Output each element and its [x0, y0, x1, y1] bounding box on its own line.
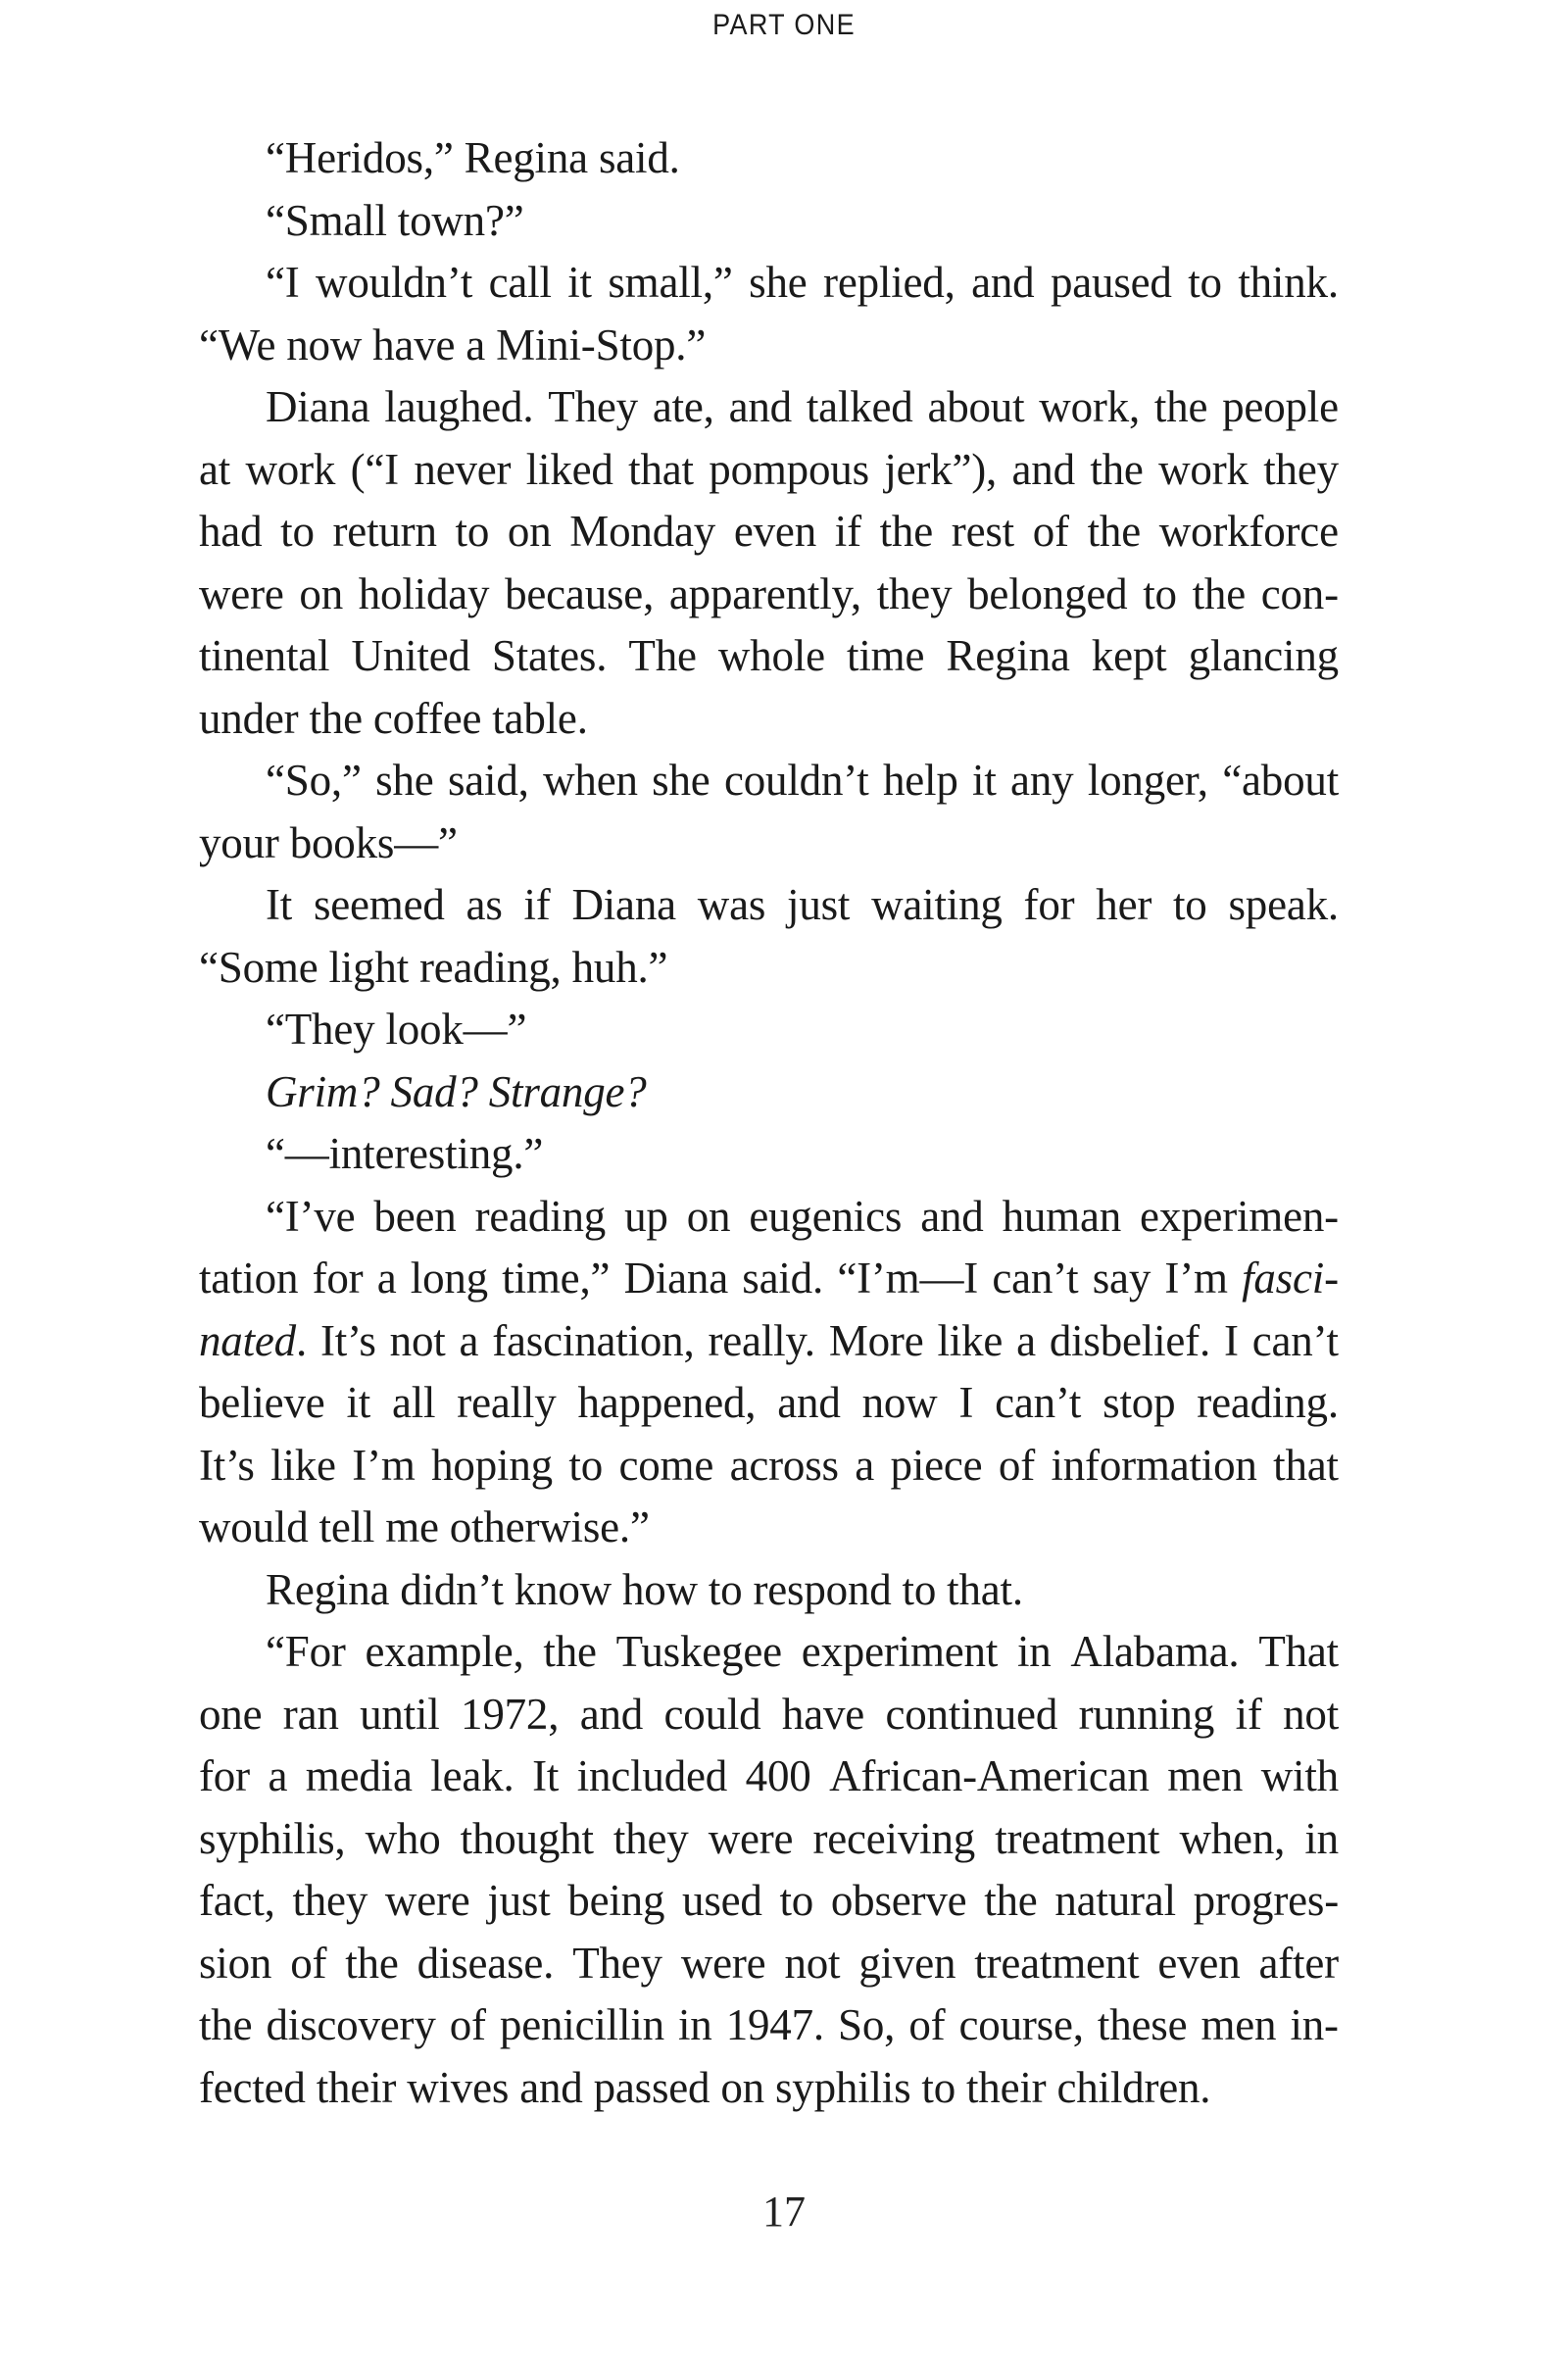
text-line: had to return to on Monday even if the rest of the workforce [199, 507, 1339, 556]
text-line: “I’ve been reading up on eugenics and human experimen- [266, 1191, 1339, 1241]
running-head [0, 8, 1568, 43]
text-line: for a media leak. It included 400 African-American men with [199, 1751, 1339, 1800]
text-line: were on holiday because, apparently, they belonged to the con- [199, 568, 1339, 618]
part-title: PART ONE [712, 9, 856, 41]
text-line: Diana laughed. They ate, and talked about work, the people [266, 382, 1339, 431]
text-line: It seemed as if Diana was just waiting for her to speak. [266, 880, 1339, 929]
text-line: the discovery of penicillin in 1947. So, of course, these men in- [199, 2000, 1339, 2049]
page-number: 17 [762, 2188, 806, 2236]
text-line: sion of the disease. They were not given treatment even after [199, 1938, 1339, 1988]
text-line: “Heridos,” Regina said. [266, 133, 680, 182]
text-line: fected their wives and passed on syphilis to their children. [199, 2062, 1211, 2112]
text-line: Grim? Sad? Strange? [266, 1066, 647, 1116]
text-line: your books—” [199, 817, 458, 867]
text-line: It’s like I’m hoping to come across a piece of information that [199, 1440, 1339, 1490]
text-line: “They look—” [266, 1005, 527, 1054]
text-line: tation for a long time,” Diana said. “I’m—I can’t say I’m fasci- [199, 1254, 1339, 1303]
text-line: under the coffee table. [199, 693, 588, 743]
text-line: “I wouldn’t call it small,” she replied, and paused to think. [266, 258, 1339, 307]
text-line: “Some light reading, huh.” [199, 942, 668, 992]
text-line: would tell me otherwise.” [199, 1502, 650, 1551]
text-line: believe it all really happened, and now I can’t stop reading. [199, 1378, 1339, 1427]
text-line: fact, they were just being used to observe the natural progres- [199, 1876, 1339, 1925]
text-line: tinental United States. The whole time Regina kept glancing [199, 631, 1339, 680]
text-line: “—interesting.” [266, 1129, 544, 1178]
text-line: at work (“I never liked that pompous jerk”), and the work they [199, 444, 1339, 494]
text-line: “For example, the Tuskegee experiment in Alabama. That [266, 1627, 1339, 1676]
text-line: one ran until 1972, and could have continued running if not [199, 1689, 1339, 1739]
text-line: Regina didn’t know how to respond to that. [266, 1564, 1023, 1614]
text-line: “We now have a Mini-Stop.” [199, 320, 707, 369]
body-text [199, 127, 1339, 2119]
text-line: “Small town?” [266, 195, 524, 245]
text-line: syphilis, who thought they were receiving treatment when, in [199, 1813, 1339, 1863]
text-line: nated. It’s not a fascination, really. More like a disbelief. I can’t [199, 1315, 1339, 1365]
text-line: “So,” she said, when she couldn’t help it any longer, “about [266, 756, 1339, 805]
